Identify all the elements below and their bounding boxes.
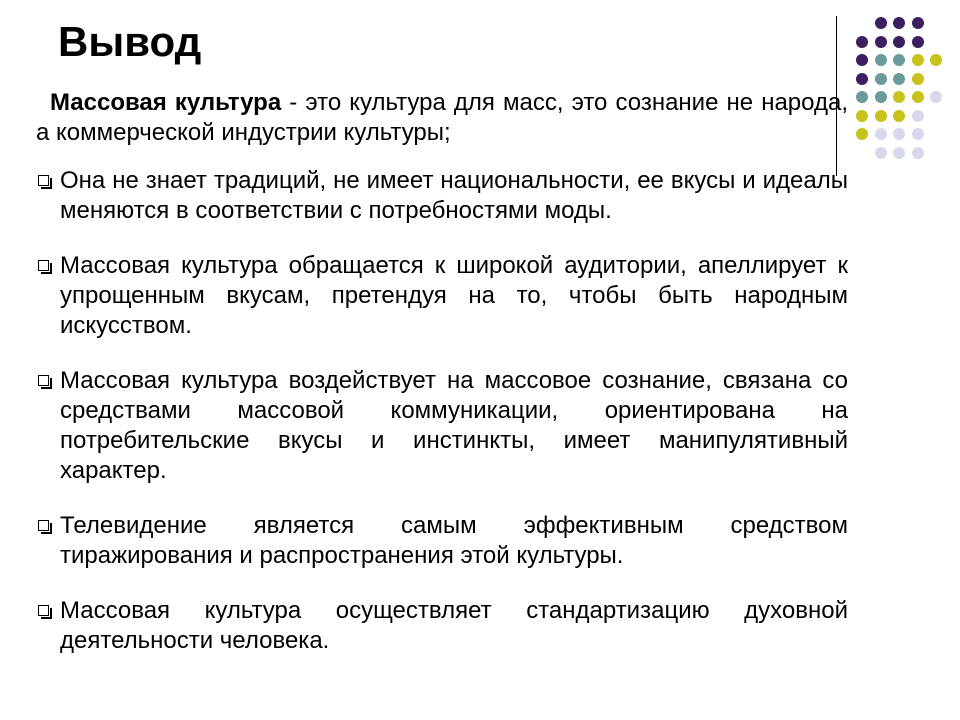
decorative-dot (893, 110, 905, 122)
bullet-square-icon (38, 605, 49, 616)
decorative-dot (875, 91, 887, 103)
decorative-dot (875, 17, 887, 29)
decorative-dot (930, 91, 942, 103)
decorative-dot (912, 73, 924, 85)
bullet-text: Массовая культура обращается к широкой аудитории, апеллирует к упрощенным вкусам, претендуя на то, чтобы быть народным искусством. (60, 252, 848, 339)
decorative-dot (893, 91, 905, 103)
decorative-dot (893, 54, 905, 66)
intro-paragraph (36, 88, 848, 148)
bullet-item (36, 251, 848, 341)
bullet-item (36, 166, 848, 226)
decorative-dot (893, 73, 905, 85)
decorative-dot (875, 110, 887, 122)
decorative-dot (856, 54, 868, 66)
decorative-dot (875, 36, 887, 48)
decorative-dot (893, 17, 905, 29)
bullet-text: Массовая культура осуществляет стандартизацию духовной деятельности человека. (60, 597, 848, 654)
intro-term: Массовая культура (50, 89, 282, 116)
decorative-dot (912, 128, 924, 140)
bullet-square-icon (38, 175, 49, 186)
bullet-text: Она не знает традиций, не имеет национальности, ее вкусы и идеалы меняются в соответствии с потребностями моды. (60, 167, 848, 224)
decorative-dot (875, 73, 887, 85)
slide-title: Вывод (58, 18, 202, 65)
bullet-square-icon (38, 260, 49, 271)
bullet-text: Телевидение является самым эффективным средством тиражирования и распространения этой культуры. (60, 512, 848, 569)
decorative-dot (912, 54, 924, 66)
decorative-dot (893, 128, 905, 140)
decorative-dot (912, 147, 924, 159)
slide-body (36, 88, 848, 681)
bullet-item (36, 366, 848, 486)
bullet-item (36, 511, 848, 571)
bullet-square-icon (38, 375, 49, 386)
bullet-item (36, 596, 848, 656)
bullet-text: Массовая культура воздействует на массовое сознание, связана со средствами массовой коммуникации, ориентирована на потребительские вкусы и инстинкты, имеет манипулятивный характер. (60, 367, 848, 484)
decorative-dot (912, 110, 924, 122)
decorative-dot (893, 147, 905, 159)
decorative-dot (875, 54, 887, 66)
decorative-dot (856, 128, 868, 140)
decorative-dot (893, 36, 905, 48)
bullet-square-icon (38, 520, 49, 531)
decorative-dot (856, 36, 868, 48)
decorative-dot (856, 110, 868, 122)
decorative-dot (912, 17, 924, 29)
decorative-dot (875, 128, 887, 140)
decorative-dot (856, 73, 868, 85)
decorative-dot (856, 91, 868, 103)
decorative-dot (912, 36, 924, 48)
intro-text: - это культура для масс, это сознание не народа, а коммерческой индустрии культуры; (36, 89, 848, 146)
decorative-dot (930, 54, 942, 66)
decorative-dot (875, 147, 887, 159)
decorative-dot (912, 91, 924, 103)
